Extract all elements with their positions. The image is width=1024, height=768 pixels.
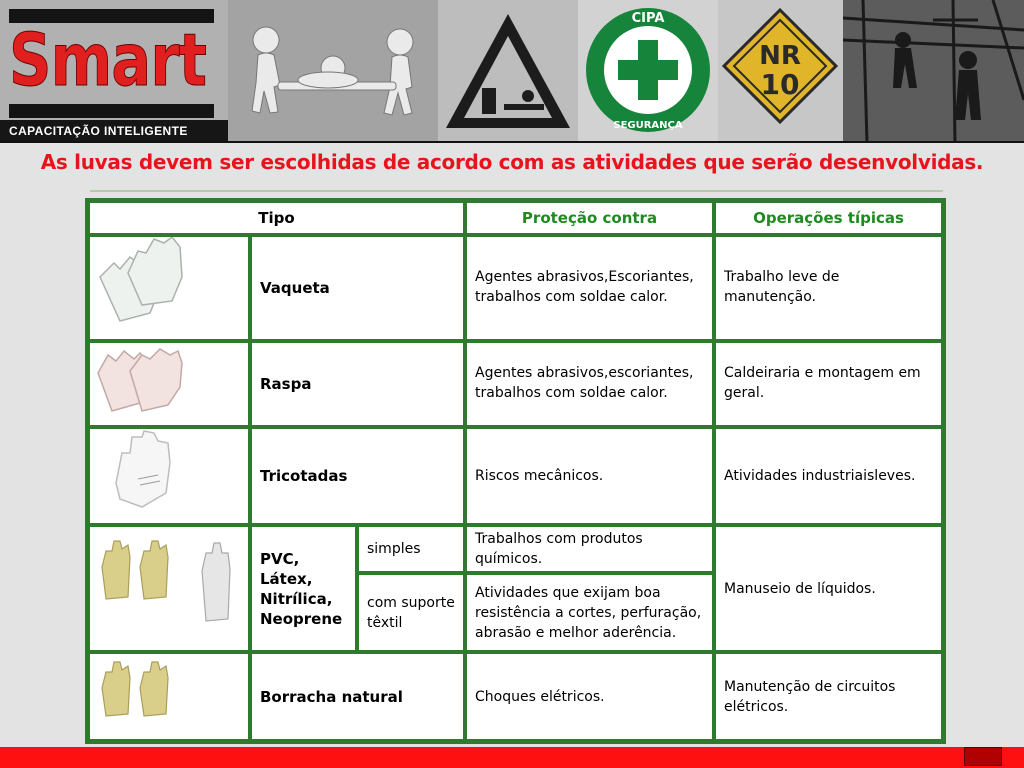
nr10-sign-icon — [718, 0, 843, 143]
brand-name: Smart — [9, 18, 207, 102]
glove-image-borracha — [90, 654, 248, 739]
warning-sign-icon — [438, 0, 578, 143]
rubber-glove-icon — [90, 654, 248, 739]
glove-image-tricotadas — [90, 429, 248, 523]
svg-text:CIPA: CIPA — [631, 11, 665, 26]
brand-tagline: CAPACITAÇÃO INTELIGENTE — [0, 120, 228, 143]
operacoes-borracha: Manutenção de circuitos elétricos. — [716, 654, 941, 739]
title-divider — [90, 190, 943, 192]
svg-text:SEGURANÇA: SEGURANÇA — [613, 120, 683, 131]
page-title: As luvas devem ser escolhidas de acordo com as atividades que serão desenvolvidas. — [40, 150, 984, 174]
svg-text:10: 10 — [760, 68, 800, 101]
tipo-borracha: Borracha natural — [252, 654, 463, 739]
protecao-simples: Trabalhos com produtos químicos. — [467, 527, 712, 571]
stretcher-people-icon — [228, 0, 438, 143]
gloves-table — [85, 198, 946, 744]
tipo-pvc-latex: PVC, Látex, Nitrílica, Neoprene — [252, 527, 355, 650]
header-operacoes: Operações típicas — [716, 203, 941, 233]
variante-suporte-textil: com suporte têxtil — [359, 575, 463, 650]
protecao-vaqueta: Agentes abrasivos,Escoriantes, trabalhos com soldae calor. — [467, 237, 712, 339]
white-leather-glove-icon — [90, 237, 248, 339]
operacoes-tricotadas: Atividades industriaisleves. — [716, 429, 941, 523]
header-protecao: Proteção contra — [467, 203, 712, 233]
tipo-vaqueta: Vaqueta — [252, 237, 463, 339]
glove-image-vaqueta — [90, 237, 248, 339]
brand-logo — [0, 0, 228, 143]
protecao-suporte-textil: Atividades que exijam boa resistência a cortes, perfuração, abrasão e melhor aderência. — [467, 575, 712, 650]
operacoes-vaqueta: Trabalho leve de manutenção. — [716, 237, 941, 339]
protecao-borracha: Choques elétricos. — [467, 654, 712, 739]
pvc-latex-glove-icon — [90, 527, 248, 650]
variante-simples: simples — [359, 527, 463, 571]
operacoes-pvc-latex: Manuseio de líquidos. — [716, 527, 941, 650]
svg-text:NR: NR — [759, 41, 801, 71]
header-tipo: Tipo — [90, 203, 463, 233]
header-banner — [0, 0, 1024, 143]
operacoes-raspa: Caldeiraria e montagem em geral. — [716, 343, 941, 425]
tipo-raspa: Raspa — [252, 343, 463, 425]
cipa-seguranca-icon — [578, 0, 718, 143]
glove-image-raspa — [90, 343, 248, 425]
protecao-tricotadas: Riscos mecânicos. — [467, 429, 712, 523]
knitted-glove-icon — [90, 429, 248, 523]
footer-nav-button[interactable] — [964, 747, 1002, 766]
tipo-tricotadas: Tricotadas — [252, 429, 463, 523]
footer-bar — [0, 747, 1024, 768]
suede-glove-icon — [90, 343, 248, 425]
electric-poles-icon — [843, 0, 1024, 143]
protecao-raspa: Agentes abrasivos,escoriantes, trabalhos com soldae calor. — [467, 343, 712, 425]
glove-image-pvc — [90, 527, 248, 650]
logo-bar-bottom — [9, 104, 214, 118]
